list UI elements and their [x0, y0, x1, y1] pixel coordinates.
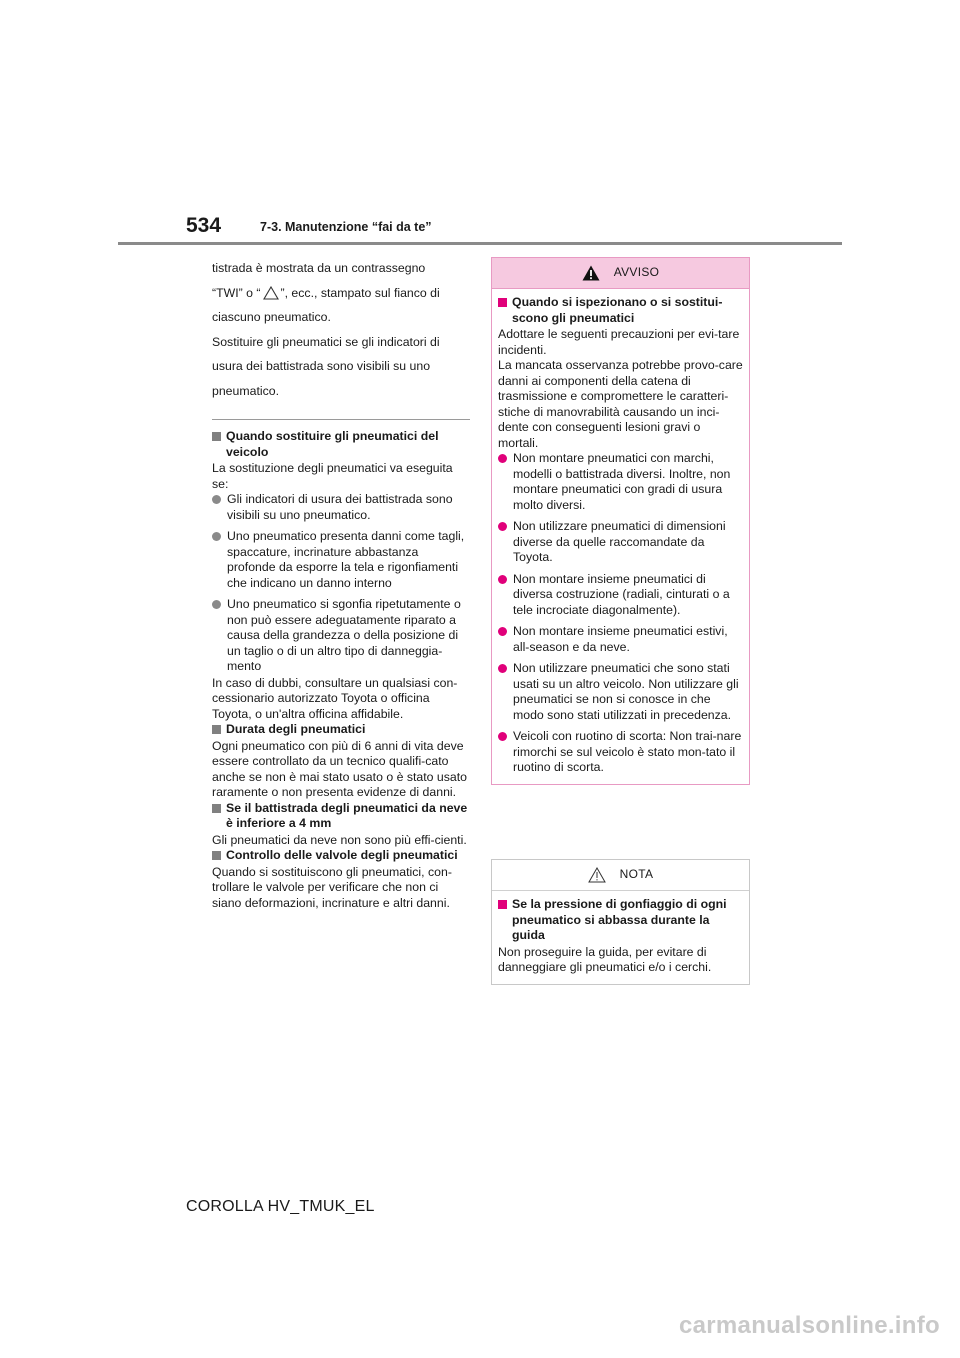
note-title: NOTA — [619, 867, 654, 882]
list-item-text: Non montare insieme pneumatici di diversa costruzione (radiali, cinturati o a tele incrociate diagonalmente). — [513, 571, 730, 617]
warning-box — [491, 257, 750, 785]
warning-list-item — [498, 451, 743, 513]
header-rule — [118, 242, 842, 245]
round-bullet-icon — [212, 600, 221, 609]
round-bullet-icon — [498, 664, 507, 673]
note-header — [492, 860, 749, 891]
list-item-text: Non utilizzare pneumatici di dimensioni diverse da quelle raccomandate da Toyota. — [513, 519, 726, 564]
intro-line: pneumatico. — [212, 383, 279, 398]
note-box — [491, 859, 750, 985]
list-item-text: Uno pneumatico si sgonfia ripetutamente o non può essere adeguatamente riparato a causa della grandezza o della posizione di un taglio o di un altro tipo di danneggia-mento — [227, 597, 461, 673]
page-number: 534 — [186, 214, 222, 237]
section-title: 7-3. Manutenzione “fai da te” — [260, 220, 432, 234]
heading-text: Quando sostituire gli pneumatici del veicolo — [226, 429, 439, 459]
intro-line: Sostituire gli pneumatici se gli indicatori di — [212, 334, 440, 349]
intro-line: ciascuno pneumatico. — [212, 310, 331, 324]
list-item-text: Gli indicatori di usura dei battistrada sono visibili su uno pneumatico. — [227, 492, 453, 522]
square-bullet-icon — [498, 900, 507, 909]
note-text: Non proseguire la guida, per evitare di danneggiare gli pneumatici e/o i cerchi. — [498, 944, 712, 974]
list-item-text: Uno pneumatico presenta danni come tagli, spaccature, incrinature abbastanza profonde da esporre la tela e rigonfiamenti che indicano un danno interno — [227, 529, 465, 590]
square-bullet-icon — [498, 298, 507, 307]
warning-text: Adottare le seguenti precauzioni per evi-tare incidenti. — [498, 327, 740, 357]
list-item-text: Non montare insieme pneumatici estivi, all-season e da neve. — [513, 624, 728, 654]
body-text: Ogni pneumatico con più di 6 anni di vita deve essere controllato da un tecnico qualifi-cato anche se non è mai stato usato o è stato usato raramente o non presenta evidenze di danni. — [212, 738, 467, 799]
warning-list-item — [498, 624, 743, 655]
section-heading — [212, 801, 470, 832]
round-bullet-icon — [212, 495, 221, 504]
footer-model-code: COROLLA HV_TMUK_EL — [186, 1198, 375, 1215]
triangle-icon — [263, 286, 279, 300]
note-box-wrapper — [491, 859, 750, 985]
heading-text: Durata degli pneumatici — [226, 722, 366, 736]
round-bullet-icon — [498, 522, 507, 531]
list-item-text: Veicoli con ruotino di scorta: Non trai-nare rimorchi se sul veicolo è stato mon-tato il ruotino di scorta. — [513, 729, 742, 774]
list-item — [212, 492, 470, 523]
heading-text: Controllo delle valvole degli pneumatici — [226, 848, 458, 862]
list-item — [212, 529, 470, 591]
section-heading — [212, 848, 470, 864]
warning-heading — [498, 295, 743, 326]
square-bullet-icon — [212, 725, 221, 734]
note-heading — [498, 897, 743, 944]
intro-line: usura dei battistrada sono visibili su uno — [212, 359, 431, 373]
warning-icon — [582, 265, 600, 281]
section-heading — [212, 429, 470, 460]
warning-list-item — [498, 661, 743, 723]
warning-list-item — [498, 572, 743, 619]
warning-body — [492, 289, 749, 784]
square-bullet-icon — [212, 804, 221, 813]
round-bullet-icon — [498, 627, 507, 636]
list-item-text: Non montare pneumatici con marchi, modelli o battistrada diversi. Inoltre, non montare pneumatici con gradi di usura molto diversi. — [513, 451, 731, 512]
round-bullet-icon — [498, 732, 507, 741]
section-heading — [212, 722, 470, 738]
left-column — [212, 256, 470, 911]
caution-triangle-icon — [588, 867, 606, 883]
square-bullet-icon — [212, 432, 221, 441]
note-body — [492, 891, 749, 984]
watermark: carmanualsonline.info — [678, 1312, 940, 1339]
intro-text-segment: ”, ecc., stampato sul fianco di — [280, 285, 440, 300]
heading-text: Se la pressione di gonfiaggio di ogni pneumatico si abbassa durante la guida — [512, 897, 727, 942]
intro-line — [212, 281, 470, 306]
intro-text — [212, 256, 470, 403]
warning-box-wrapper — [491, 257, 750, 785]
warning-list-item — [498, 519, 743, 566]
section-divider — [212, 419, 470, 420]
body-text: In caso di dubbi, consultare un qualsiasi con-cessionario autorizzato Toyota o officina Toyota, o un'altra officina affidabile. — [212, 675, 458, 721]
list-item-text: Non utilizzare pneumatici che sono stati usati su un altro veicolo. Non utilizzare gli pneumatici se non si conosce in che modo sono stati utilizzati in precedenza. — [513, 661, 739, 722]
list-item — [212, 597, 470, 675]
intro-line: tistrada è mostrata da un contrassegno — [212, 261, 426, 275]
body-text: Quando si sostituiscono gli pneumatici, con-trollare le valvole per verificare che non ci siano deformazioni, incrinature e altri danni. — [212, 864, 452, 910]
warning-list-item — [498, 729, 743, 776]
round-bullet-icon — [212, 532, 221, 541]
warning-text: La mancata osservanza potrebbe provo-care danni ai componenti della catena di trasmissione e compromettere le caratteri-stiche di manovrabilità causando un inci-dente con conseguenti lesioni gravi o mortali. — [498, 358, 743, 450]
warning-title: AVVISO — [613, 265, 660, 280]
warning-header — [492, 258, 749, 289]
body-text: Gli pneumatici da neve non sono più effi-cienti. — [212, 832, 467, 847]
heading-text: Se il battistrada degli pneumatici da neve è inferiore a 4 mm — [226, 800, 468, 830]
intro-text-segment: “TWI” o “ — [212, 285, 261, 300]
body-text: La sostituzione degli pneumatici va eseguita se: — [212, 461, 453, 491]
heading-text: Quando si ispezionano o si sostitui-scono gli pneumatici — [512, 295, 723, 325]
round-bullet-icon — [498, 575, 507, 584]
square-bullet-icon — [212, 851, 221, 860]
round-bullet-icon — [498, 454, 507, 463]
